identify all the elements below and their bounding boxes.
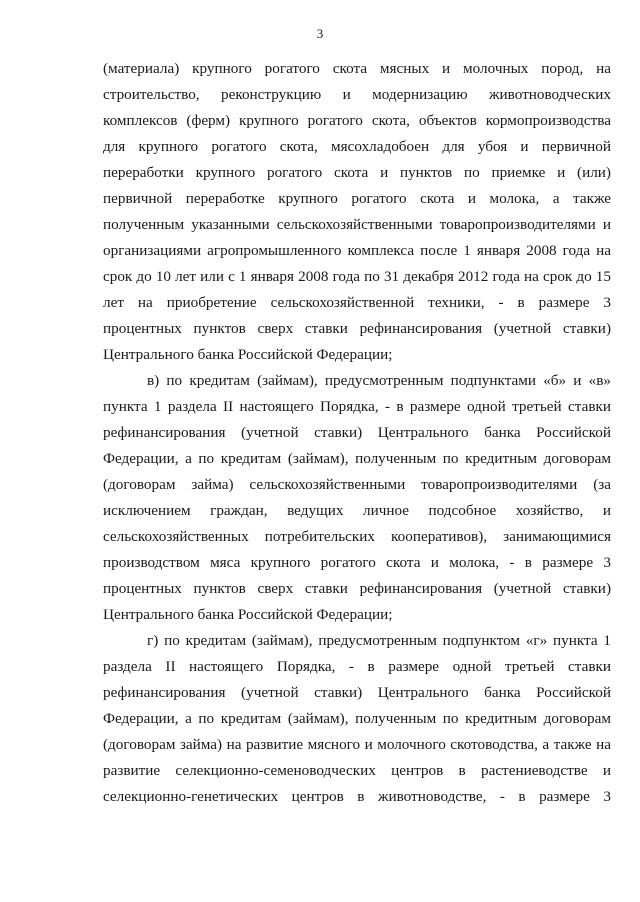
- text-line: производством мяса крупного рогатого скота и молока, - в размере 3: [103, 554, 611, 571]
- document-body: [103, 56, 611, 810]
- text-line: организациями агропромышленного комплекса после 1 января 2008 года на: [103, 242, 611, 259]
- text-line: Федерации, а по кредитам (займам), полученным по кредитным договорам: [103, 450, 611, 467]
- paragraph-g-first-line: г) по кредитам (займам), предусмотренным подпунктом «г» пункта 1: [147, 632, 611, 649]
- text-line: лет на приобретение сельскохозяйственной техники, - в размере 3: [103, 294, 611, 311]
- text-line: рефинансирования (учетной ставки) Центрального банка Российской: [103, 684, 611, 701]
- text-line: пункта 1 раздела II настоящего Порядка, - в размере одной третьей ставки: [103, 398, 611, 415]
- page-number: 3: [316, 26, 324, 41]
- text-line: полученным указанными сельскохозяйственными товаропроизводителями и: [103, 216, 611, 233]
- text-line: исключением граждан, ведущих личное подсобное хозяйство, и: [103, 502, 611, 519]
- text-line: селекционно-генетических центров в животноводстве, - в размере 3: [103, 788, 611, 805]
- text-line: первичной переработке крупного рогатого скота и молока, а также: [103, 190, 611, 207]
- text-line: сельскохозяйственных потребительских кооперативов), занимающимися: [103, 528, 611, 545]
- text-line: переработки крупного рогатого скота и пунктов по приемке и (или): [103, 164, 611, 181]
- text-line: для крупного рогатого скота, мясохладобоен для убоя и первичной: [103, 138, 611, 155]
- text-line: Федерации, а по кредитам (займам), полученным по кредитным договорам: [103, 710, 611, 727]
- text-line: Центрального банка Российской Федерации;: [103, 606, 393, 623]
- text-line: (договорам займа) на развитие мясного и молочного скотоводства, а также на: [103, 736, 611, 753]
- text-line: раздела II настоящего Порядка, - в размере одной третьей ставки: [103, 658, 611, 675]
- text-line: Центрального банка Российской Федерации;: [103, 346, 393, 363]
- text-line: процентных пунктов сверх ставки рефинансирования (учетной ставки): [103, 320, 611, 337]
- text-line: комплексов (ферм) крупного рогатого скота, объектов кормопроизводства: [103, 112, 611, 129]
- text-line: (договорам займа) сельскохозяйственными товаропроизводителями (за: [103, 476, 611, 493]
- text-line: срок до 10 лет или с 1 января 2008 года по 31 декабря 2012 года на срок до 15: [103, 268, 611, 285]
- text-line: (материала) крупного рогатого скота мясных и молочных пород, на: [103, 60, 611, 77]
- paragraph-v-first-line: в) по кредитам (займам), предусмотренным подпунктами «б» и «в»: [147, 372, 611, 389]
- text-line: рефинансирования (учетной ставки) Центрального банка Российской: [103, 424, 611, 441]
- text-line: строительство, реконструкцию и модернизацию животноводческих: [103, 86, 611, 103]
- text-line: развитие селекционно-семеноводческих центров в растениеводстве и: [103, 762, 611, 779]
- text-line: процентных пунктов сверх ставки рефинансирования (учетной ставки): [103, 580, 611, 597]
